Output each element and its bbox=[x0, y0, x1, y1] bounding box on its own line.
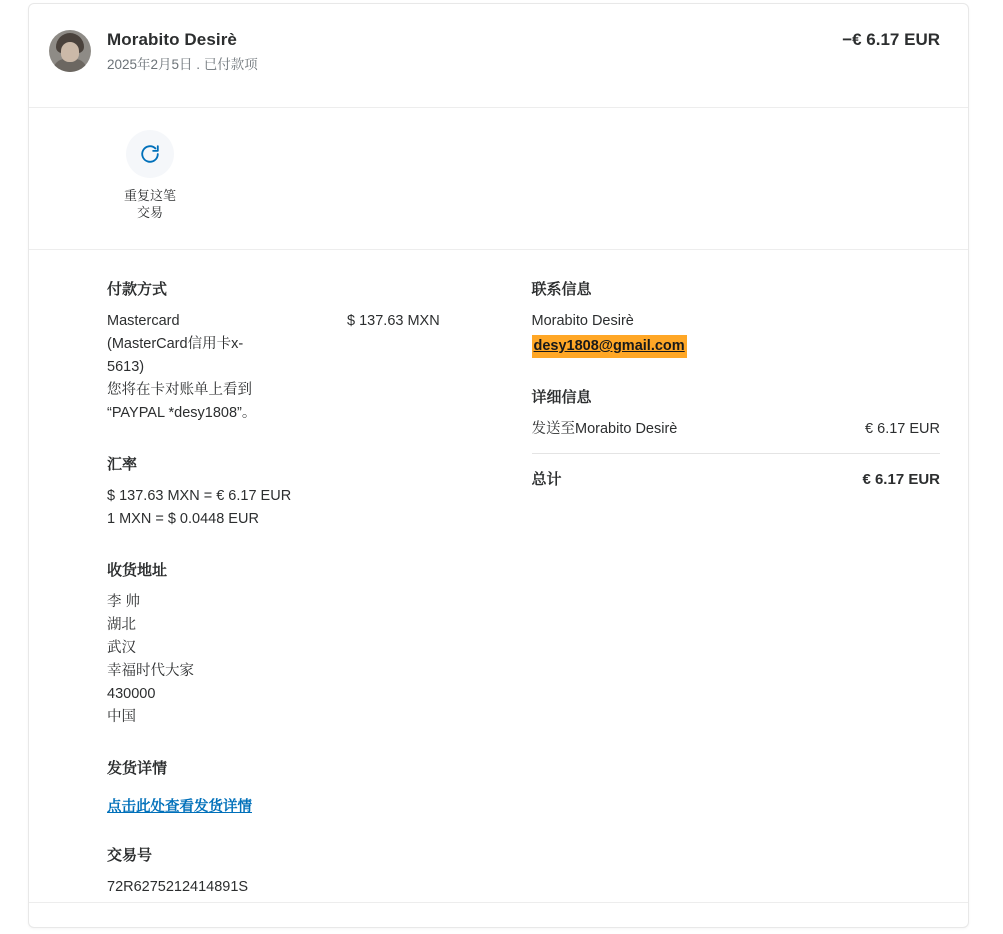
repeat-transaction-label-line1: 重复这笔 bbox=[123, 188, 176, 203]
address-line-4: 幸福时代大家 bbox=[107, 663, 194, 679]
action-row bbox=[29, 108, 968, 250]
details-title: 详细信息 bbox=[531, 389, 592, 406]
total-value: € 6.17 EUR bbox=[862, 471, 940, 488]
contact-email[interactable]: desy1808@gmail.com bbox=[532, 335, 687, 358]
footer-divider bbox=[29, 902, 968, 903]
address-line-3: 武汉 bbox=[107, 640, 136, 656]
payment-method-line5: “PAYPAL *desy1808”。 bbox=[107, 405, 257, 421]
exchange-rate-title: 汇率 bbox=[107, 456, 138, 473]
payment-method-line2: (MasterCard信用卡x- bbox=[107, 336, 244, 352]
exchange-rate-line1: $ 137.63 MXN = € 6.17 EUR bbox=[107, 488, 292, 504]
details-row-label: 发送至Morabito Desirè bbox=[531, 421, 678, 437]
left-column bbox=[29, 280, 517, 899]
avatar bbox=[49, 30, 91, 72]
repeat-transaction-button[interactable] bbox=[107, 130, 193, 221]
exchange-rate-line2: 1 MXN = $ 0.0448 EUR bbox=[107, 511, 259, 527]
address-line-5: 430000 bbox=[107, 686, 156, 702]
transaction-id-value: 72R6275212414891S bbox=[107, 879, 249, 895]
details-row-value: € 6.17 EUR bbox=[865, 421, 940, 437]
address-line-2: 湖北 bbox=[107, 617, 136, 633]
transaction-body bbox=[29, 250, 968, 899]
counterparty-name: Morabito Desirè bbox=[107, 30, 237, 49]
right-column bbox=[517, 280, 969, 899]
shipping-details-link[interactable]: 点击此处查看发货详情 bbox=[107, 799, 252, 815]
refresh-icon[interactable] bbox=[126, 130, 174, 178]
total-label: 总计 bbox=[531, 471, 562, 488]
address-line-6: 中国 bbox=[107, 709, 136, 725]
payment-method-line3: 5613) bbox=[107, 359, 145, 375]
header-text-block bbox=[107, 28, 842, 74]
transaction-id-title: 交易号 bbox=[107, 847, 153, 864]
payment-method-line4: 您将在卡对账单上看到 bbox=[107, 382, 252, 398]
shipping-details-title: 发货详情 bbox=[107, 760, 168, 777]
avatar-face bbox=[61, 42, 79, 62]
payment-method-description bbox=[107, 310, 317, 425]
address-line-1: 李 帅 bbox=[107, 594, 141, 610]
payment-method-block bbox=[107, 310, 517, 425]
shipping-address-title: 收货地址 bbox=[107, 562, 168, 579]
transaction-amount: −€ 6.17 EUR bbox=[842, 30, 940, 49]
payment-method-title: 付款方式 bbox=[107, 281, 168, 298]
total-row bbox=[532, 454, 941, 489]
contact-name: Morabito Desirè bbox=[531, 313, 634, 329]
payment-method-line1: Mastercard bbox=[107, 313, 180, 329]
transaction-date-status: 2025年2月5日 . 已付款项 bbox=[107, 57, 258, 72]
repeat-transaction-label-line2: 交易 bbox=[136, 205, 163, 220]
contact-info-title: 联系信息 bbox=[531, 281, 592, 298]
payment-method-amount: $ 137.63 MXN bbox=[347, 313, 440, 329]
details-row bbox=[532, 418, 941, 454]
transaction-header bbox=[29, 4, 968, 108]
transaction-card bbox=[28, 3, 969, 928]
